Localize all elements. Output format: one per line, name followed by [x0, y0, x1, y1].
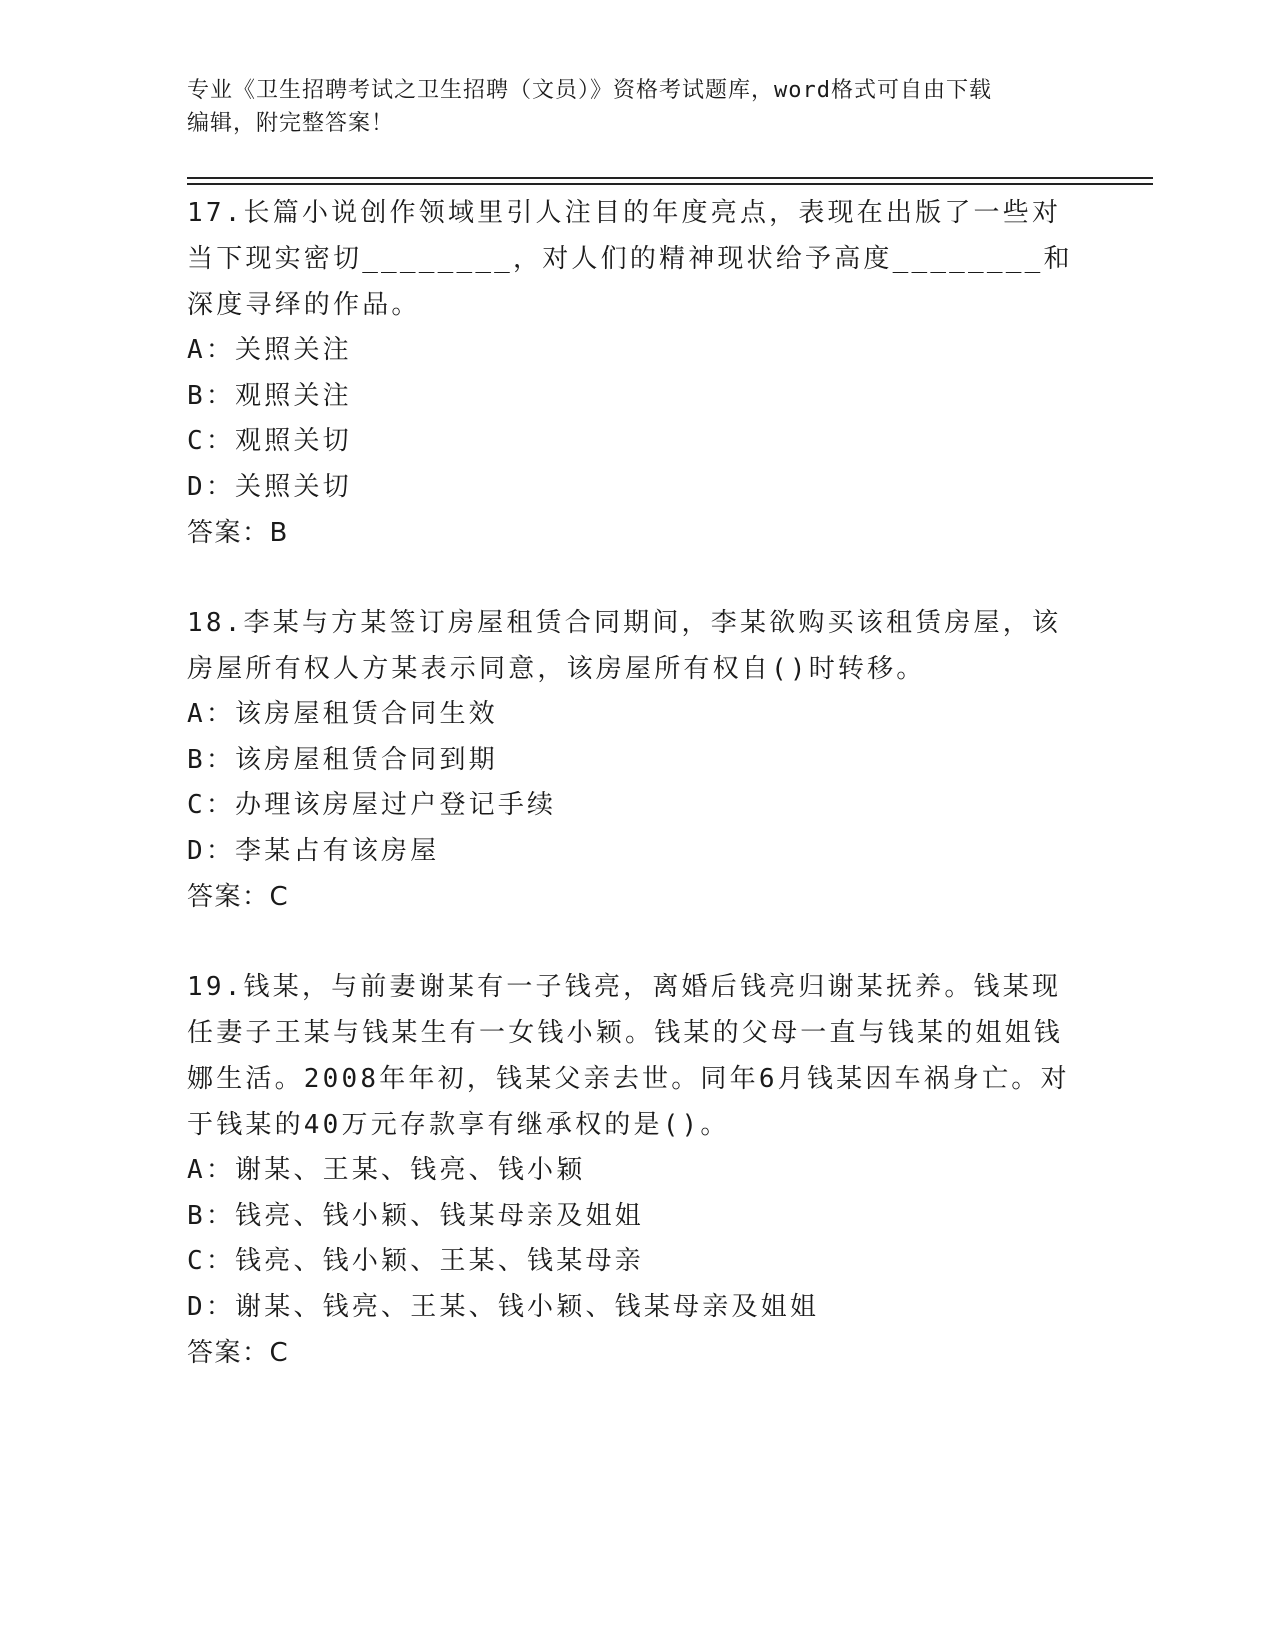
option-a: A：谢某、王某、钱亮、钱小颖 — [187, 1155, 586, 1185]
document-header — [187, 74, 1067, 140]
option-b: B：钱亮、钱小颖、钱某母亲及姐姐 — [187, 1200, 644, 1231]
option-d: D：谢某、钱亮、王某、钱小颖、钱某母亲及姐姐 — [187, 1291, 820, 1322]
question-list — [187, 190, 1087, 1376]
answer-line: 答案：B — [187, 518, 289, 548]
header-divider-top — [187, 177, 1153, 179]
header-line-1: 专业《卫生招聘考试之卫生招聘（文员）》资格考试题库，word格式可自由下载 — [187, 78, 992, 103]
option-b: B：该房屋租赁合同到期 — [187, 744, 498, 775]
question-stem: 17.长篇小说创作领域里引人注目的年度亮点，表现在出版了一些对当下现实密切________，对人们的精神现状给予高度________和深度寻绎的作品。 — [187, 198, 1073, 320]
question-18 — [187, 600, 1087, 920]
option-a: A：该房屋租赁合同生效 — [187, 699, 498, 729]
question-19 — [187, 964, 1087, 1376]
option-c: C：观照关切 — [187, 426, 352, 456]
answer-line: 答案：C — [187, 1338, 290, 1368]
question-stem: 18.李某与方某签订房屋租赁合同期间，李某欲购买该租赁房屋，该房屋所有权人方某表示同意，该房屋所有权自()时转移。 — [187, 608, 1062, 684]
header-divider-bottom — [187, 183, 1153, 185]
answer-line: 答案：C — [187, 882, 290, 912]
option-c: C：办理该房屋过户登记手续 — [187, 790, 557, 820]
option-d: D：关照关切 — [187, 471, 352, 502]
option-c: C：钱亮、钱小颖、王某、钱某母亲 — [187, 1246, 644, 1276]
option-b: B：观照关注 — [187, 380, 352, 411]
header-line-2: 编辑，附完整答案！ — [187, 111, 395, 136]
question-stem: 19.钱某，与前妻谢某有一子钱亮，离婚后钱亮归谢某抚养。钱某现任妻子王某与钱某生有一女钱小颖。钱某的父母一直与钱某的姐姐钱娜生活。2008年年初，钱某父亲去世。同年6月钱某因车祸身亡。对于钱某的40万元存款享有继承权的是()。 — [187, 972, 1070, 1140]
question-17 — [187, 190, 1087, 556]
option-d: D：李某占有该房屋 — [187, 835, 440, 866]
option-a: A：关照关注 — [187, 335, 352, 365]
